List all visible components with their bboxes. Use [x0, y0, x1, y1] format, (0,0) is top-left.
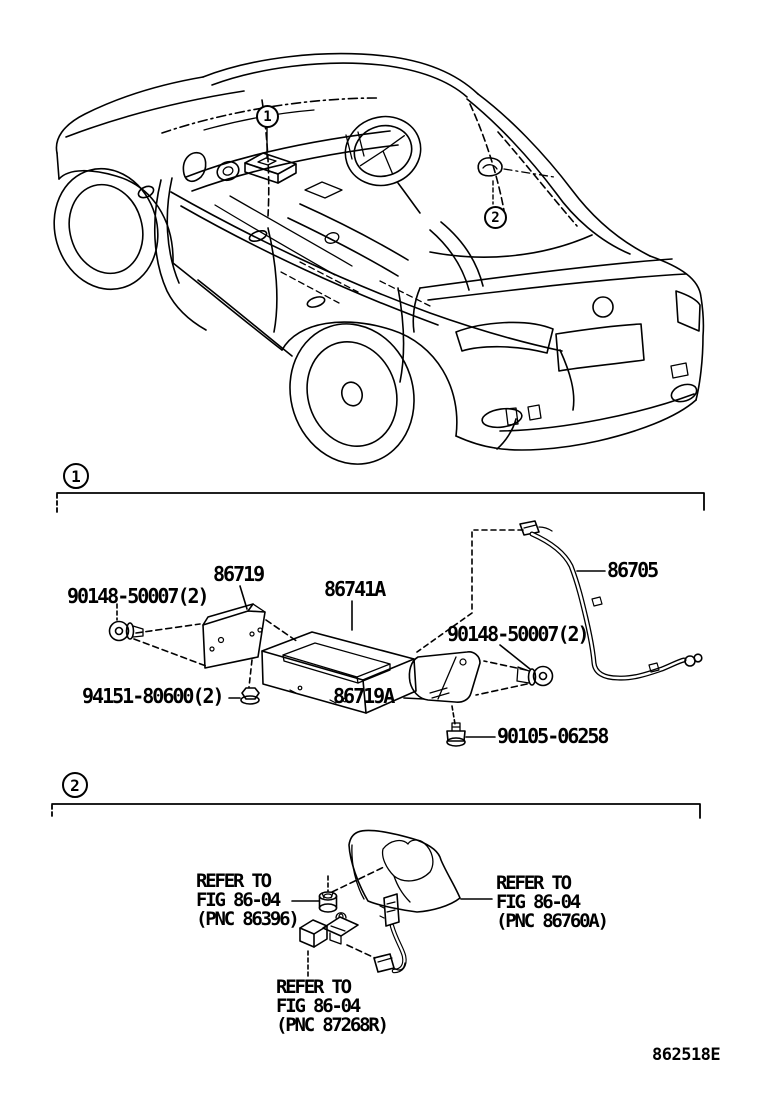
part-label-90148-right: 90148-50007(2)	[447, 622, 588, 646]
part-label-86741a: 86741A	[324, 577, 385, 601]
refer-label-87268r-line3: (PNC 87268R)	[276, 1014, 387, 1036]
refer-label-86396-line3: (PNC 86396)	[196, 908, 298, 930]
car-callout-1: 1	[256, 105, 279, 128]
refer-label-86396	[196, 872, 298, 929]
part-label-86705: 86705	[607, 558, 658, 582]
refer-label-86760a-line2: FIG 86-04	[496, 891, 580, 913]
refer-label-86396-line1: REFER TO	[196, 870, 270, 892]
refer-label-86760a	[496, 874, 607, 931]
car-callout-2: 2	[484, 206, 507, 229]
figure-code: 862518E	[652, 1045, 721, 1065]
refer-label-87268r-line1: REFER TO	[276, 976, 350, 998]
part-label-90148-left: 90148-50007(2)	[67, 584, 208, 608]
receiver-exploded-view	[57, 493, 704, 746]
refer-label-86760a-line3: (PNC 86760A)	[496, 910, 607, 932]
part-label-86719a: 86719A	[333, 684, 394, 708]
section2-marker: 2	[62, 772, 88, 798]
car-illustration	[40, 54, 703, 481]
refer-label-86760a-line1: REFER TO	[496, 872, 570, 894]
part-label-94151: 94151-80600(2)	[82, 684, 223, 708]
section1-marker: 1	[63, 463, 89, 489]
part-label-86719: 86719	[213, 562, 264, 586]
part-label-90105: 90105-06258	[497, 724, 608, 748]
refer-label-87268r-line2: FIG 86-04	[276, 995, 360, 1017]
refer-label-86396-line2: FIG 86-04	[196, 889, 280, 911]
refer-label-87268r	[276, 978, 387, 1035]
